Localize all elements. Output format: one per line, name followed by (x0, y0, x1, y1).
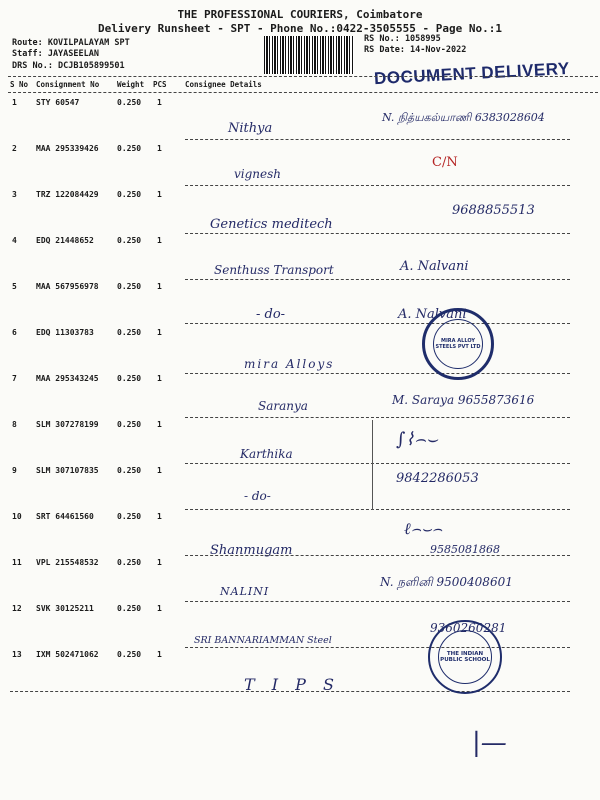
consignment-no: EDQ 11303783 (36, 328, 94, 337)
receiver-signature: 9842286053 (396, 471, 479, 486)
sno: 13 (12, 650, 22, 659)
document-delivery-stamp: DOCUMENT DELIVERY (373, 58, 571, 89)
rs-date: RS Date: 14-Nov-2022 (364, 45, 467, 55)
weight: 0.250 (117, 558, 142, 567)
weight: 0.250 (117, 374, 142, 383)
cn-mark: C/N (432, 155, 458, 170)
row-divider (185, 279, 570, 280)
row-divider (10, 691, 570, 692)
weight: 0.250 (117, 650, 142, 659)
col-pcs: PCS (153, 80, 167, 89)
consignment-no: EDQ 21448652 (36, 236, 94, 245)
consignee-name: Shanmugam (210, 543, 293, 558)
consignee-name: - do- (256, 307, 286, 322)
pcs: 1 (157, 512, 162, 521)
receiver-signature: A. Nalvani (398, 307, 467, 322)
consignee-name: Nithya (228, 121, 273, 136)
row-divider (185, 601, 570, 602)
table-row (0, 419, 600, 465)
weight: 0.250 (117, 236, 142, 245)
receiver-signature: N. நளினி 9500408601 (380, 575, 513, 589)
weight: 0.250 (117, 98, 142, 107)
seal-text: MIRA ALLOY STEELS PVT LTD (433, 319, 483, 369)
pcs: 1 (157, 374, 162, 383)
pcs: 1 (157, 282, 162, 291)
pcs: 1 (157, 328, 162, 337)
table-row (0, 281, 600, 327)
table-row (0, 97, 600, 143)
pcs: 1 (157, 98, 162, 107)
sno: 12 (12, 604, 22, 613)
row-divider (185, 139, 570, 140)
sno: 3 (12, 190, 17, 199)
sno: 11 (12, 558, 22, 567)
company-name: THE PROFESSIONAL COURIERS, Coimbatore (177, 8, 423, 21)
row-divider (185, 509, 570, 510)
runsheet-title: Delivery Runsheet - SPT - Phone No.:0422-3505555 - Page No.:1 (98, 22, 502, 35)
pcs: 1 (157, 190, 162, 199)
weight: 0.250 (117, 144, 142, 153)
table-row (0, 621, 600, 695)
table-row (0, 189, 600, 235)
table-row (0, 143, 600, 189)
consignee-name: Karthika (240, 447, 293, 461)
sno: 9 (12, 466, 17, 475)
table-row (0, 447, 600, 511)
consignment-no: SLM 307107835 (36, 466, 99, 475)
consignment-no: SRT 64461560 (36, 512, 94, 521)
consignment-no: IXM 502471062 (36, 650, 99, 659)
pcs: 1 (157, 604, 162, 613)
pcs: 1 (157, 420, 162, 429)
pcs: 1 (157, 558, 162, 567)
pcs: 1 (157, 144, 162, 153)
receiver-signature-mark: ℓ⌢⌣⌢ (404, 519, 443, 538)
consignment-no: SVK 30125211 (36, 604, 94, 613)
rs-number: RS No.: 1058995 (364, 34, 441, 44)
receiver-signature: A. Nalvani (400, 259, 469, 274)
weight: 0.250 (117, 420, 142, 429)
weight: 0.250 (117, 604, 142, 613)
receiver-signature: 9688855513 (452, 203, 535, 218)
sno: 6 (12, 328, 17, 337)
consignment-no: SLM 307278199 (36, 420, 99, 429)
consignment-no: MAA 295339426 (36, 144, 99, 153)
row-divider (185, 647, 570, 648)
bracket-line (372, 420, 373, 510)
tips-consignee: T I P S (244, 675, 340, 694)
receiver-signature: N. நித்யகல்யாணி 6383028604 (382, 111, 545, 124)
weight: 0.250 (117, 466, 142, 475)
consignee-name: - do- (244, 489, 271, 503)
sno: 4 (12, 236, 17, 245)
pcs: 1 (157, 650, 162, 659)
sno: 5 (12, 282, 17, 291)
table-row (0, 489, 600, 557)
table-row (0, 373, 600, 419)
receiver-signature: 9360260281 (430, 621, 507, 635)
staff: Staff: JAYASEELAN (12, 49, 99, 59)
consignment-no: MAA 567956978 (36, 282, 99, 291)
col-sno: S No (10, 80, 29, 89)
consignment-no: STY 60547 (36, 98, 80, 107)
sno: 2 (12, 144, 17, 153)
consignee-name: vignesh (234, 167, 282, 181)
consignment-no: VPL 215548532 (36, 558, 99, 567)
table-row (0, 327, 600, 373)
row-divider (185, 463, 570, 464)
header-divider-bottom (8, 92, 598, 93)
col-consignee: Consignee Details (185, 80, 262, 89)
pcs: 1 (157, 236, 162, 245)
weight: 0.250 (117, 282, 142, 291)
receiver-signature-mark: ∫⌇⌢⌣ (396, 429, 438, 450)
receiver-signature: 9585081868 (430, 543, 500, 556)
sno: 8 (12, 420, 17, 429)
consignment-no: MAA 295343245 (36, 374, 99, 383)
row-divider (185, 417, 570, 418)
consignee-name: Genetics meditech (210, 217, 333, 232)
col-weight: Weight (117, 80, 145, 89)
receiver-signature: M. Saraya 9655873616 (392, 393, 535, 407)
pcs: 1 (157, 466, 162, 475)
sno: 10 (12, 512, 22, 521)
barcode (264, 36, 354, 74)
row-divider (185, 233, 570, 234)
consignee-name: mira Alloys (244, 357, 335, 371)
sno: 1 (12, 98, 17, 107)
school-seal (428, 620, 502, 694)
header-divider (8, 76, 598, 77)
col-consignment: Consignment No (36, 80, 100, 89)
consignee-name: Senthuss Transport (214, 263, 334, 277)
table-row (0, 235, 600, 281)
company-seal (422, 308, 494, 380)
row-divider (185, 323, 570, 324)
consignee-name: NALINI (220, 585, 270, 598)
consignee-name: SRI BANNARIAMMAN Steel (194, 635, 332, 646)
consignee-name: Saranya (258, 399, 308, 413)
drs-number: DRS No.: DCJB105899501 (12, 61, 125, 71)
consignment-no: TRZ 122084429 (36, 190, 99, 199)
route: Route: KOVILPALAYAM SPT (12, 38, 130, 48)
sno: 7 (12, 374, 17, 383)
row-divider (185, 185, 570, 186)
weight: 0.250 (117, 190, 142, 199)
weight: 0.250 (117, 328, 142, 337)
pen-mark: |— (472, 728, 507, 758)
weight: 0.250 (117, 512, 142, 521)
seal-text: THE INDIAN PUBLIC SCHOOL (438, 630, 492, 684)
